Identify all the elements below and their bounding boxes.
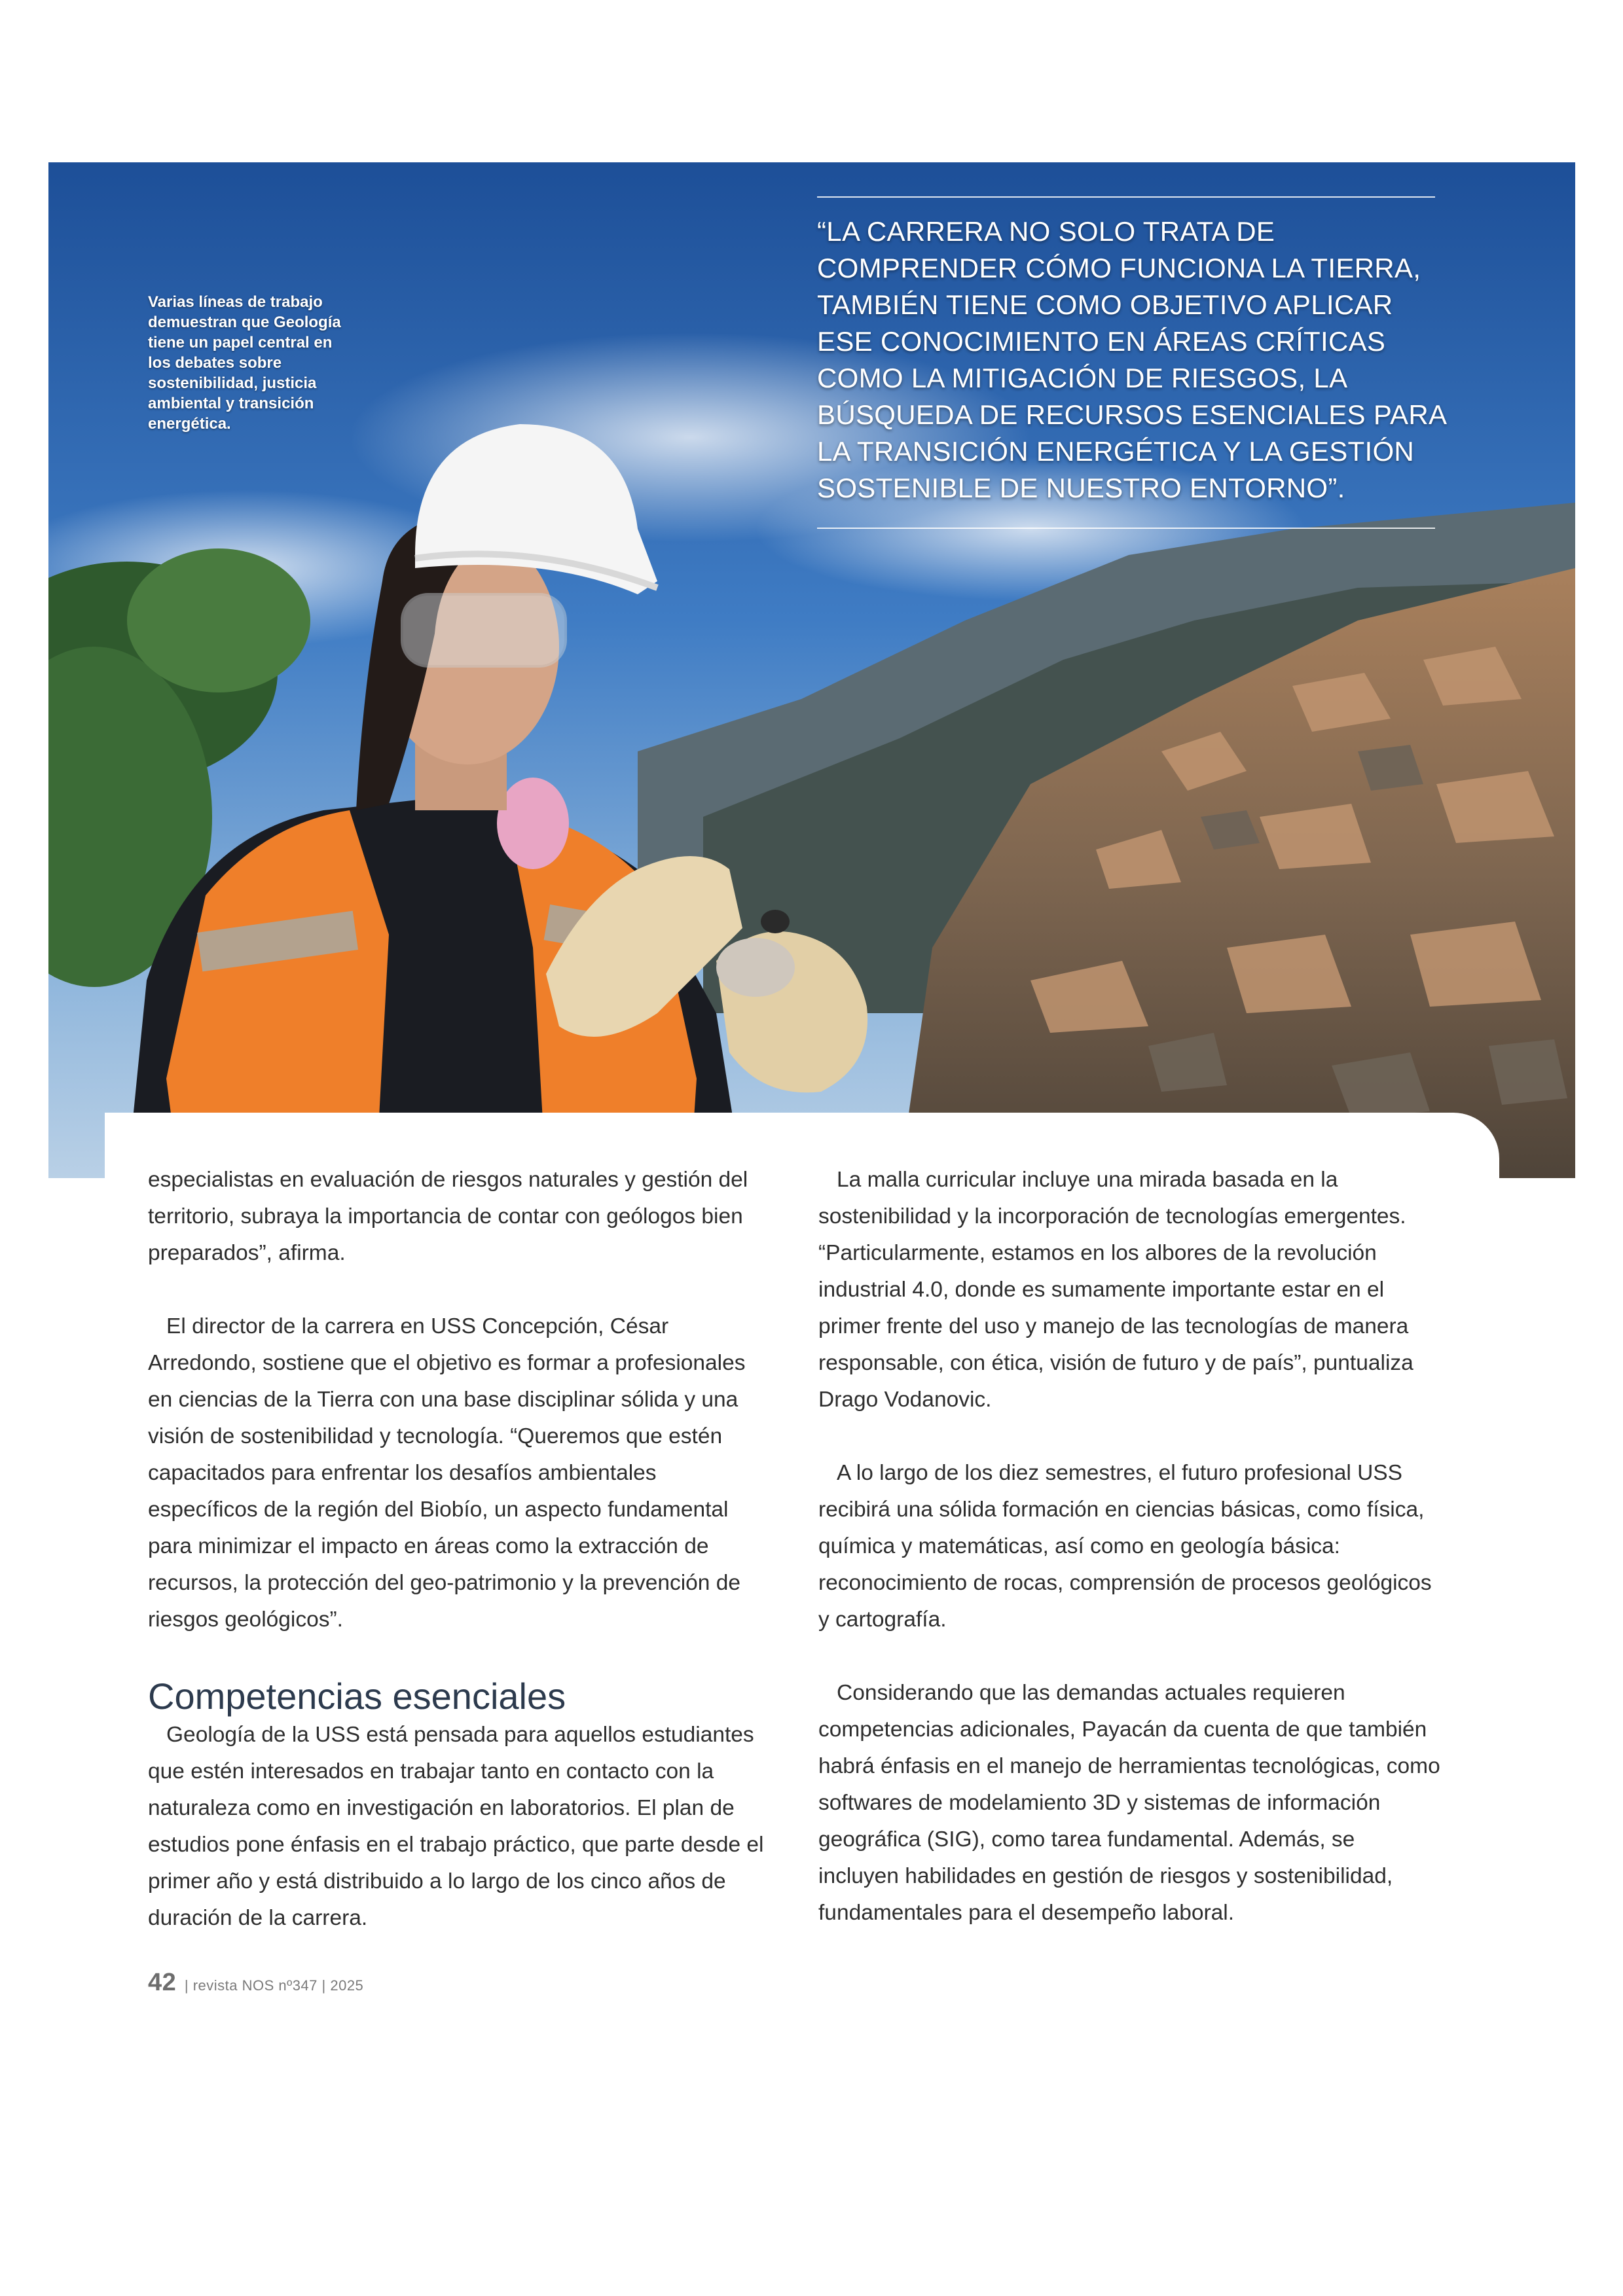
page-number: 42 bbox=[148, 1969, 177, 1996]
right-paragraph-1: La malla curricular incluye una mirada basada en la sostenibilidad y la incorporación de tecnologías emergentes. “Particularmente, estamos en los albores de la revolución industrial 4.0, donde es sumamente importante estar en el primer frente del uso y manejo de las tecnologías de manera responsable, con ética, visión de futuro y de país”, puntualiza Drago Vodanovic. bbox=[818, 1168, 1413, 1412]
right-paragraph-3: Considerando que las demandas actuales requieren competencias adicionales, Payacán da cuenta de que también habrá énfasis en el manejo de herramientas tecnológicas, como softwares de modelamiento 3D y sistemas de información geográfica (SIG), como tarea fundamental. Además, se incluyen habilidades en gestión de riesgos y sostenibilidad, fundamentales para el desempeño laboral. bbox=[818, 1681, 1440, 1925]
pull-quote: “LA CARRERA NO SOLO TRATA DE COMPRENDER CÓMO FUNCIONA LA TIERRA, TAMBIÉN TIENE COMO OBJETIVO APLICAR ESE CONOCIMIENTO EN ÁREAS CRÍTICAS COMO LA MITIGACIÓN DE RIESGOS, LA BÚSQUEDA DE RECURSOS ESENCIALES PARA LA TRANSICIÓN ENERGÉTICA Y LA GESTIÓN SOSTENIBLE DE NUESTRO ENTORNO”. bbox=[817, 216, 1446, 503]
article-column-left bbox=[148, 1162, 770, 1973]
section-heading: Competencias esenciales bbox=[148, 1676, 566, 1717]
left-paragraph-2: El director de la carrera en USS Concepción, César Arredondo, sostiene que el objetivo es formar a profesionales en ciencias de la Tierra con una base disciplinar sólida y una visión de sostenibilidad y tecnología. “Queremos que estén capacitados para enfrentar los desafíos ambientales específicos de la región del Biobío, un aspecto fundamental para minimizar el impacto en áreas como la extracción de recursos, la protección del geo-patrimonio y la prevención de riesgos geológicos”. bbox=[148, 1314, 746, 1632]
quote-top-rule bbox=[817, 196, 1435, 198]
photo-caption: Varias líneas de trabajo demuestran que Geología tiene un papel central en los debates sobre sostenibilidad, justicia ambiental y transición energética. bbox=[148, 293, 341, 433]
publication-info: | revista NOS nº347 | 2025 bbox=[184, 1977, 364, 1994]
left-paragraph-1: especialistas en evaluación de riesgos naturales y gestión del territorio, subraya la importancia de contar con geólogos bien preparados”, afirma. bbox=[148, 1168, 748, 1265]
right-paragraph-2: A lo largo de los diez semestres, el futuro profesional USS recibirá una sólida formación en ciencias básicas, como física, química y matemáticas, así como en geología básica: reconocimiento de rocas, comprensión de procesos geológicos y cartografía. bbox=[818, 1461, 1432, 1632]
quote-bottom-rule bbox=[817, 528, 1435, 529]
hero-photo bbox=[48, 162, 1575, 1178]
left-paragraph-3: Geología de la USS está pensada para aquellos estudiantes que estén interesados en trabajar tanto en contacto con la naturaleza como en investigación en laboratorios. El plan de estudios pone énfasis en el trabajo práctico, que parte desde el primer año y está distribuido a lo largo de los cinco años de duración de la carrera. bbox=[148, 1723, 764, 1930]
article-column-right bbox=[818, 1162, 1440, 1968]
page-footer bbox=[148, 1969, 363, 1997]
